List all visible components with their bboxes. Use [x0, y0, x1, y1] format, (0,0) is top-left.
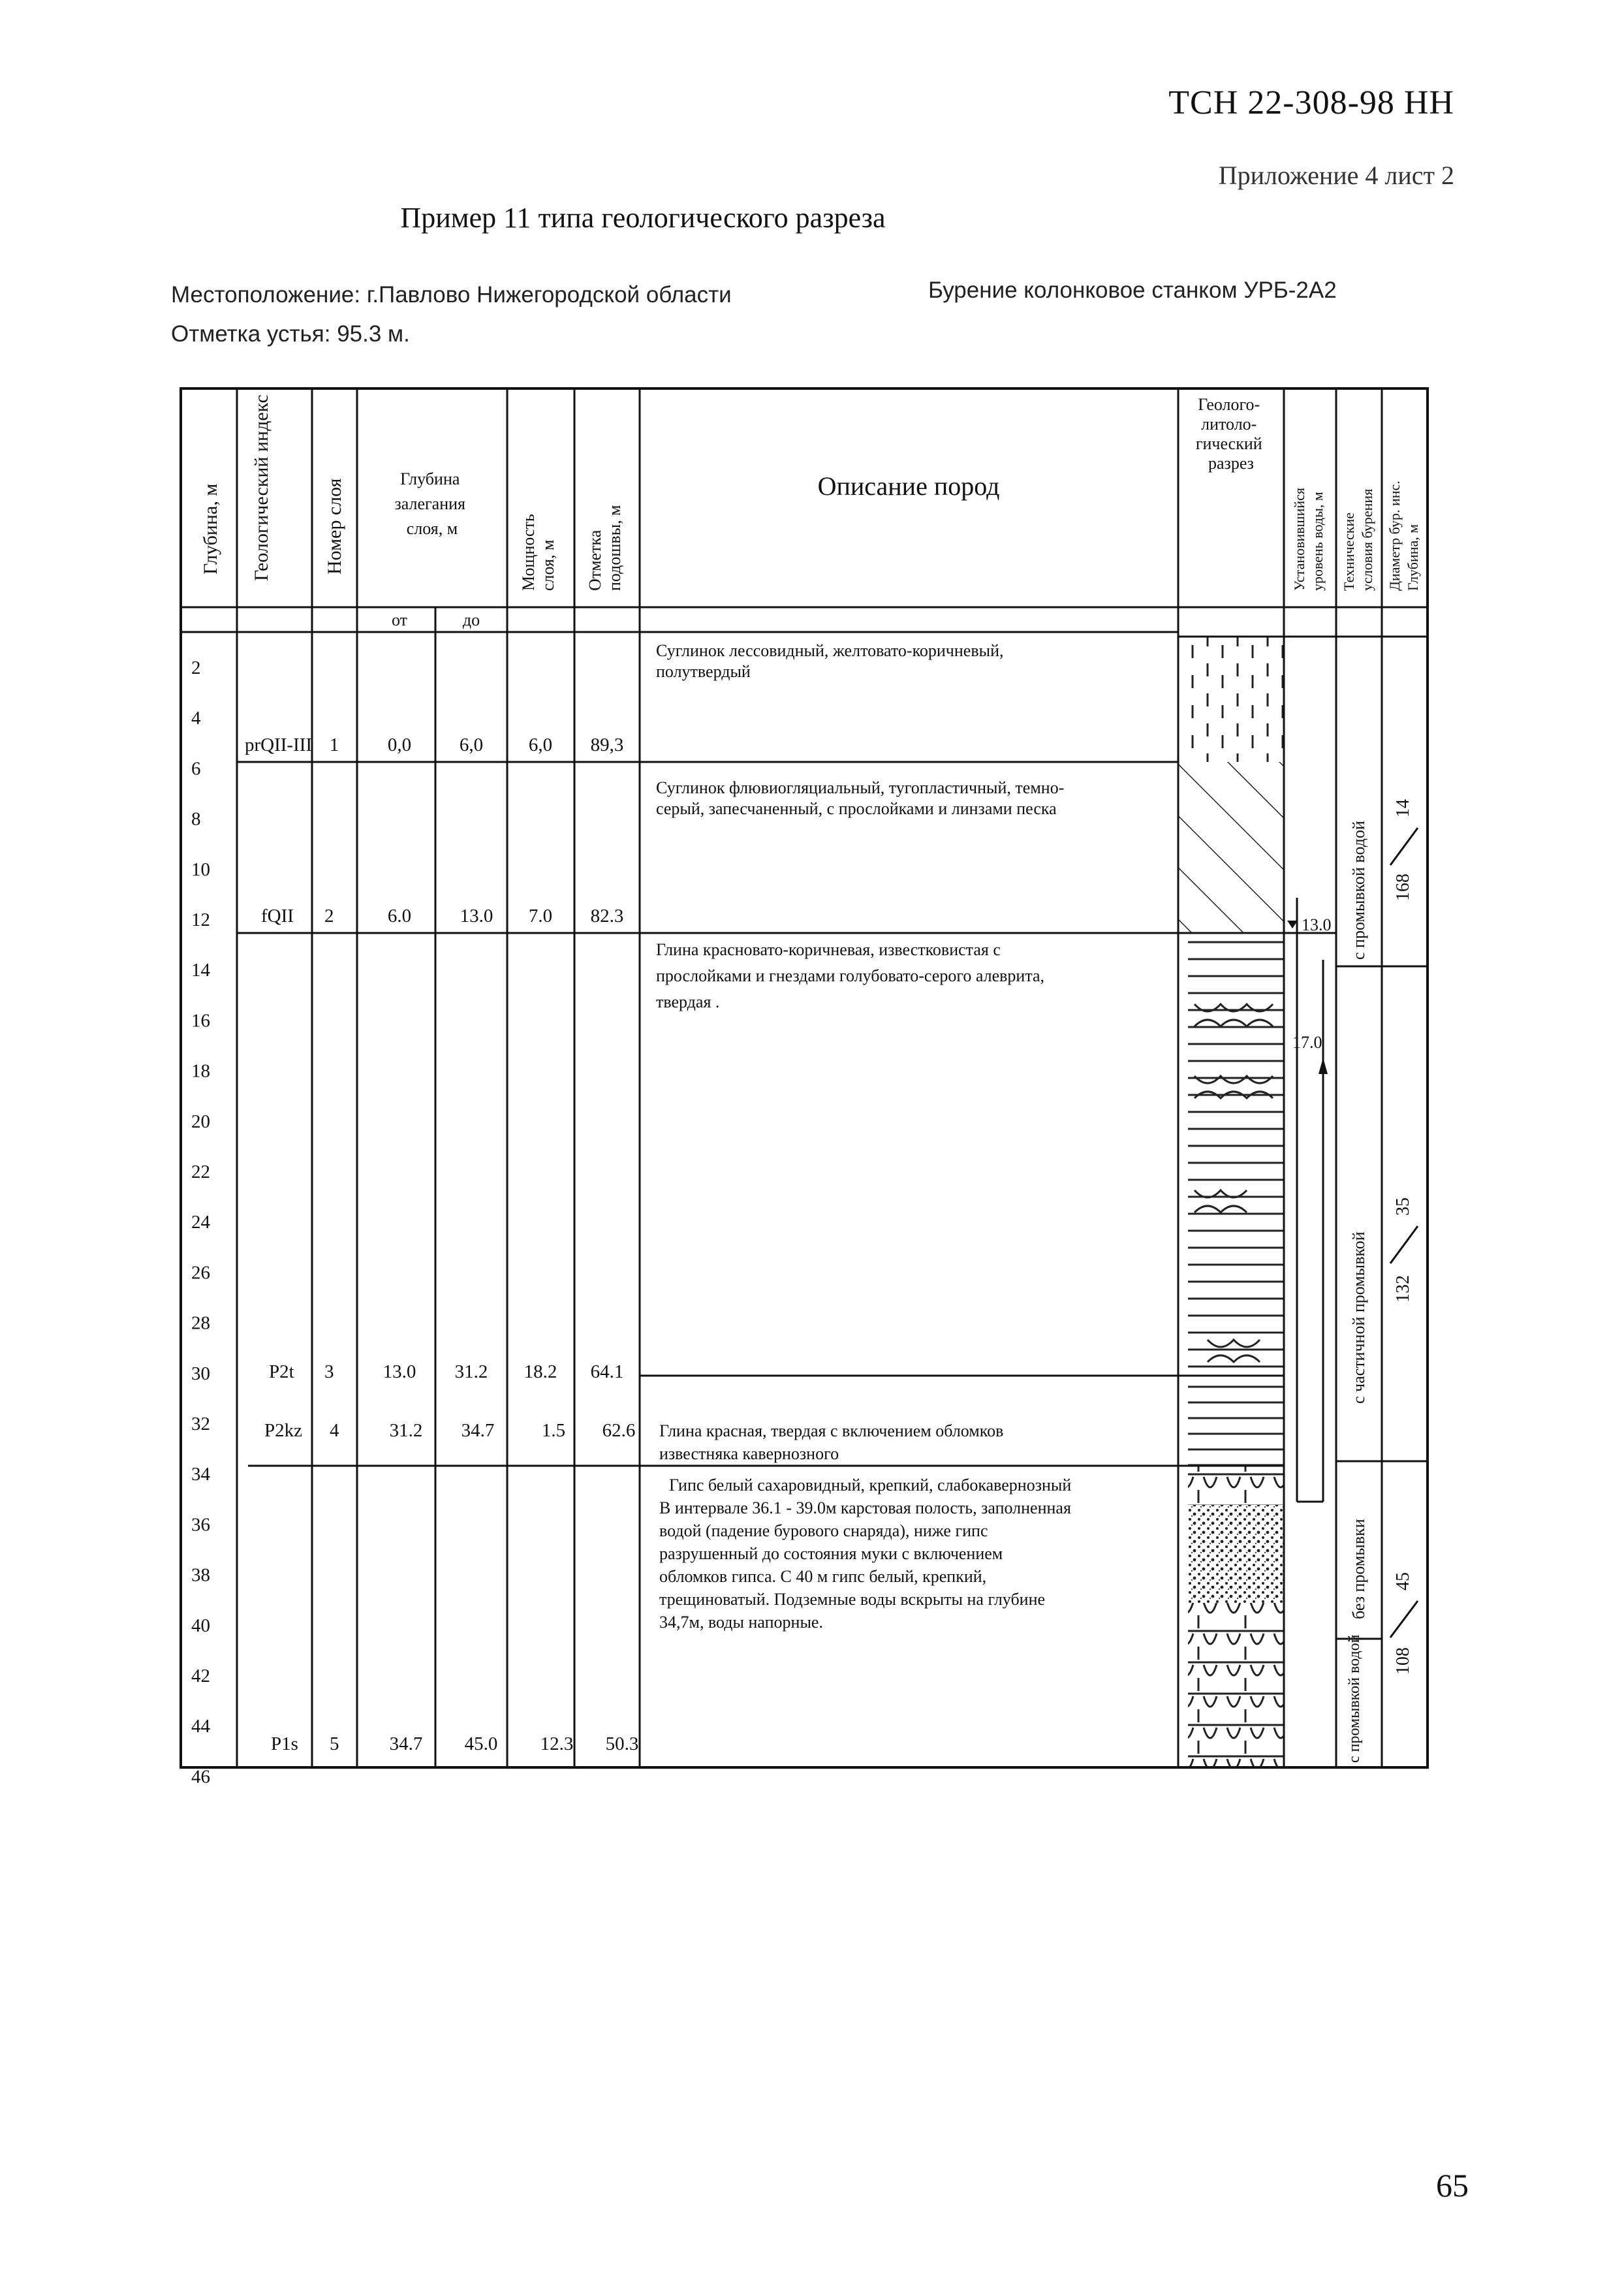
depth-tick-label: 4: [191, 708, 201, 729]
layer-description: Глина красная, твердая с включением обломков известняка кавернозного: [659, 1421, 1004, 1463]
base-elevation: 50.3: [605, 1733, 639, 1754]
geo-index: prQII-III: [245, 735, 313, 755]
depth-tick-label: 24: [191, 1212, 210, 1233]
depth-scale: [191, 657, 211, 1787]
depth-tick-label: 20: [191, 1111, 210, 1132]
thickness: 18.2: [523, 1361, 557, 1382]
depth-tick-label: 2: [191, 657, 201, 678]
depth-from: 13.0: [383, 1361, 416, 1382]
depth-tick-label: 42: [191, 1666, 210, 1686]
thickness: 1.5: [541, 1420, 566, 1441]
collar-elevation-text: Отметка устья: 95.3 м.: [171, 321, 410, 347]
depth-tick-label: 6: [191, 758, 201, 780]
depth-tick-label: 14: [191, 960, 210, 981]
red-clay-pattern: [1188, 1376, 1284, 1466]
header-base-elevation: Отметка подошвы, м: [586, 505, 624, 591]
header-water-level: Установившийся уровень воды, м: [1291, 487, 1326, 591]
depth-from: 31.2: [389, 1420, 423, 1441]
depth-tick-label: 10: [191, 859, 210, 880]
layer-no: 2: [324, 906, 334, 926]
layer-row-3: [269, 940, 1049, 1382]
diameter-1: [1390, 799, 1418, 901]
layer-no: 3: [324, 1361, 334, 1382]
diameter-depth: 14: [1393, 799, 1413, 817]
depth-tick-label: 46: [191, 1766, 210, 1788]
thickness: 12.3: [540, 1733, 574, 1754]
layer-description: Суглинок флювиогляциальный, тугопластичный, темно- серый, запесчаненный, с прослойками и линзами песка: [656, 778, 1065, 818]
geo-index: P2t: [269, 1361, 294, 1382]
depth-tick-label: 44: [191, 1716, 210, 1737]
diameter-3: [1390, 1572, 1418, 1675]
header-tech-conditions: Технические условия бурения: [1341, 488, 1375, 591]
document-code: ТСН 22-308-98 НН: [1168, 84, 1454, 121]
lithology-column: [1178, 637, 1284, 1767]
diameter-value: 108: [1393, 1647, 1413, 1675]
depth-from: 6.0: [387, 906, 412, 926]
layer-no: 1: [329, 735, 339, 755]
page-number: 65: [1436, 2167, 1469, 2204]
tech-condition-2: с частичной промывкой: [1349, 1231, 1368, 1404]
depth-to: 6,0: [459, 735, 484, 755]
gypsum-pattern-lower: [1188, 1603, 1284, 1767]
depth-tick-label: 12: [191, 909, 210, 930]
water-level-2: 17.0: [1292, 1033, 1322, 1052]
depth-tick-label: 16: [191, 1010, 210, 1032]
location-text: Местоположение: г.Павлово Нижегородской области: [171, 282, 732, 308]
depth-tick-label: 26: [191, 1262, 210, 1284]
layer-row-1: [245, 641, 1008, 755]
diameter-2: [1390, 1197, 1418, 1303]
depth-to: 34.7: [461, 1420, 495, 1441]
diameter-depth: 45: [1393, 1572, 1413, 1590]
header-to: до: [462, 610, 480, 629]
depth-tick-label: 34: [191, 1464, 210, 1485]
water-level-arrow: [1319, 1058, 1328, 1074]
gypsum-pattern-upper: [1188, 1466, 1284, 1505]
depth-tick-label: 30: [191, 1363, 210, 1384]
depth-to: 31.2: [454, 1361, 488, 1382]
base-elevation: 64.1: [590, 1361, 624, 1382]
tech-condition-1: с промывкой водой: [1349, 821, 1368, 960]
clay-pattern: [1188, 933, 1284, 1376]
header-depth-range: Глубина залегания слоя, м: [394, 469, 466, 538]
header-depth: Глубина, м: [200, 483, 221, 575]
depth-tick-label: 18: [191, 1060, 210, 1082]
geo-index: P1s: [271, 1733, 298, 1754]
thickness: 6,0: [528, 735, 553, 755]
depth-from: 34.7: [389, 1733, 423, 1754]
appendix-label: Приложение 4 лист 2: [1218, 161, 1454, 190]
layer-row-4: [264, 1420, 1008, 1463]
diameter-value: 168: [1393, 874, 1413, 901]
depth-tick-label: 40: [191, 1615, 210, 1636]
header-section: Геолого- литоло- гический разрез: [1195, 395, 1262, 473]
base-elevation: 82.3: [590, 906, 624, 926]
water-level-marks: [1286, 915, 1332, 1074]
layer-description: Гипс белый сахаровидный, крепкий, слабокавернозный В интервале 36.1 - 39.0м карстовая полость, заполненная водой (падение бурового снаряда), ниже гипс разрушенный до состояния муки с включением обломков гипса. С 40 м гипс белый, крепкий, трещиноватый. Подземные воды вскрыты на глубине 34,7м, воды напорные.: [659, 1476, 1072, 1632]
layer-row-5: [271, 1476, 1076, 1754]
tech-condition-3: без промывки: [1349, 1519, 1368, 1619]
base-elevation: 62.6: [602, 1420, 636, 1441]
depth-to: 45.0: [464, 1733, 498, 1754]
geo-index: P2kz: [264, 1420, 302, 1441]
depth-tick-label: 38: [191, 1564, 210, 1586]
layer-no: 4: [330, 1420, 339, 1441]
fluvioglacial-pattern: [1178, 762, 1284, 933]
header-geo-index: Геологический индекс: [251, 394, 272, 581]
water-level-1: 13.0: [1302, 915, 1332, 934]
layer-description: Глина красновато-коричневая, известковистая с прослойками и гнездами голубовато-серого алеврита, твердая .: [656, 940, 1045, 1011]
drilling-method-text: Бурение колонковое станком УРБ-2А2: [928, 277, 1337, 303]
layer-no: 5: [330, 1733, 339, 1754]
base-elevation: 89,3: [590, 735, 624, 755]
tech-condition-4: с промывкой водой: [1346, 1634, 1363, 1763]
loess-pattern: [1178, 637, 1284, 762]
depth-tick-label: 8: [191, 808, 201, 830]
diameter-depth: 35: [1393, 1197, 1413, 1216]
header-thickness: Мощность слоя, м: [519, 514, 557, 591]
diameter-value: 132: [1393, 1275, 1413, 1303]
depth-tick-label: 28: [191, 1312, 210, 1334]
header-diameter: Диаметр бур. инс. Глубина, м: [1386, 481, 1421, 591]
header-description: Описание пород: [817, 471, 1000, 501]
thickness: 7.0: [528, 906, 553, 926]
depth-tick-label: 22: [191, 1162, 210, 1182]
layer-description: Суглинок лессовидный, желтовато-коричневый, полутвердый: [656, 641, 1004, 681]
header-layer-no: Номер слоя: [324, 478, 345, 575]
header-from: от: [391, 610, 408, 629]
layer-row-2: [261, 778, 1069, 926]
page-title: Пример 11 типа геологического разреза: [400, 202, 886, 234]
depth-from: 0,0: [387, 735, 412, 755]
depth-tick-label: 36: [191, 1514, 210, 1536]
depth-tick-label: 32: [191, 1414, 210, 1434]
depth-to: 13.0: [460, 906, 493, 926]
gypsum-flour-pattern: [1188, 1505, 1284, 1603]
geo-index: fQII: [261, 906, 294, 926]
